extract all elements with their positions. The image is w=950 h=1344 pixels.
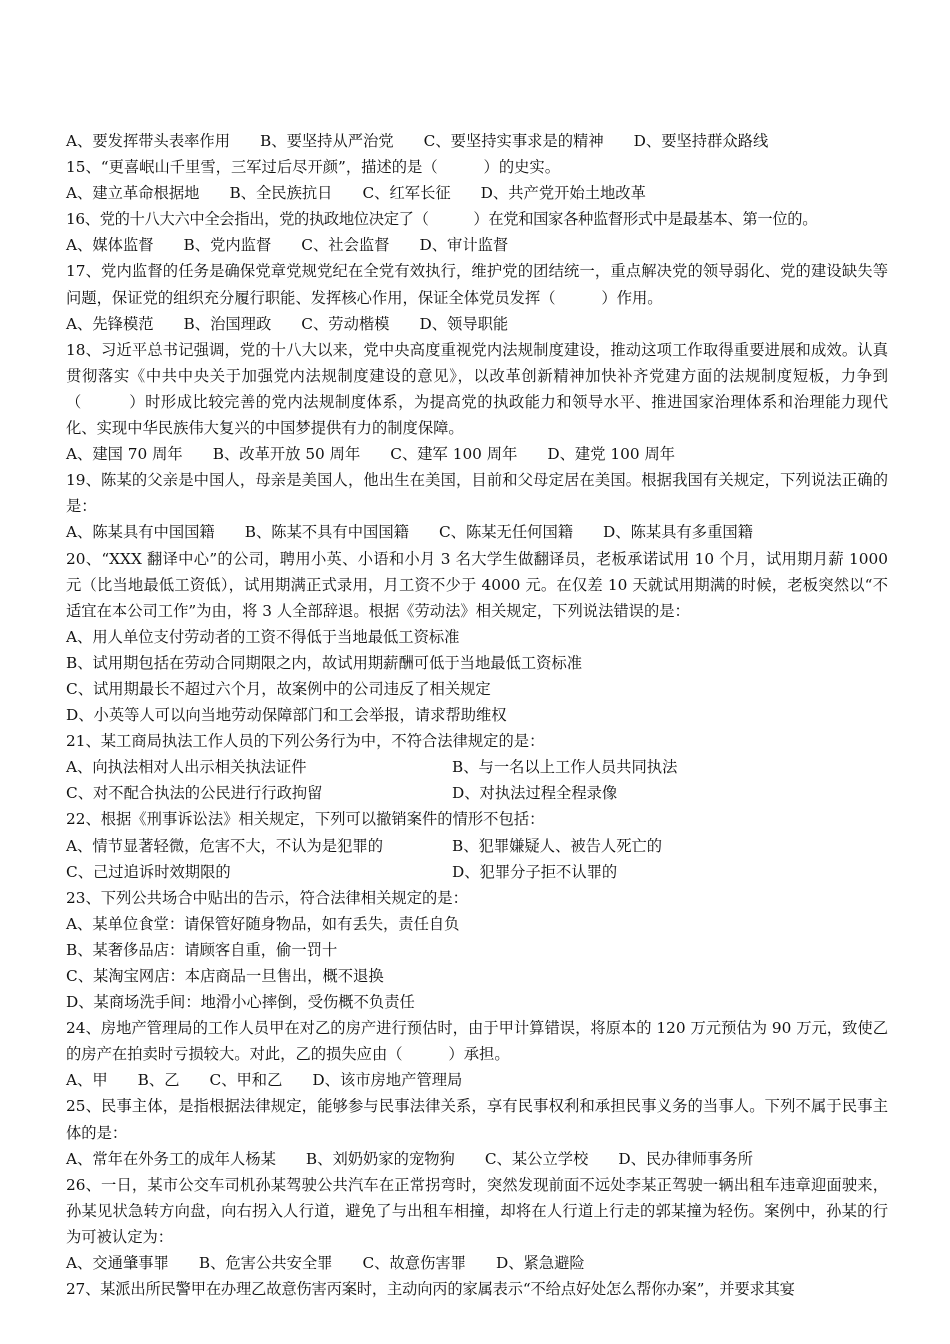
q26-option-c: C、故意伤害罪 [362, 1254, 466, 1273]
q22-options [66, 833, 888, 885]
q27-stem: 27、某派出所民警甲在办理乙故意伤害丙案时，主动向丙的家属表示“不给点好处怎么帮你办案”，并要求其宴 [66, 1280, 795, 1299]
q20-stem: 20、“XXX 翻译中心”的公司，聘用小英、小语和小月 3 名大学生做翻译员，老板承诺试用 10 个月，试用期月薪 1000 元（比当地最低工资低），试用期满正式录用，月工资不少于 4000 元。在仅差 10 天就试用期满的时候，老板突然以“不适宜在本公司工作”为由，将 3 人全部辞退。根据《劳动法》相关规定，下列说法错误的是： [66, 549, 888, 620]
q24-option-a: A、甲 [66, 1071, 108, 1090]
q14-options [66, 128, 888, 154]
q24-options [66, 1067, 888, 1093]
q23-option-b: B、某奢侈品店：请顾客自重，偷一罚十 [66, 940, 338, 959]
q20-options [66, 624, 888, 728]
q23-option-a: A、某单位食堂：请保管好随身物品，如有丢失，责任自负 [66, 914, 460, 933]
q19-options [66, 519, 888, 545]
q18-options [66, 441, 888, 467]
exam-page [66, 128, 888, 1302]
q18-option-a: A、建国 70 周年 [66, 445, 183, 464]
q16-option-d: D、审计监督 [419, 236, 509, 255]
q25-option-d: D、民办律师事务所 [618, 1149, 753, 1168]
q17-option-a: A、先锋模范 [66, 314, 154, 333]
q21-option-a: A、向执法相对人出示相关执法证件 [66, 758, 307, 777]
q24-option-b: B、乙 [137, 1071, 180, 1090]
q15-option-d: D、共产党开始土地改革 [480, 184, 646, 203]
q26-option-b: B、危害公共安全罪 [198, 1254, 333, 1273]
q18-option-b: B、改革开放 50 周年 [212, 445, 361, 464]
q17-option-c: C、劳动楷模 [301, 314, 390, 333]
q14-option-a: A、要发挥带头表率作用 [66, 132, 231, 150]
q21-option-d: D、对执法过程全程录像 [452, 784, 618, 803]
q19-option-a: A、陈某具有中国国籍 [66, 523, 215, 542]
q26-option-d: D、紧急避险 [495, 1254, 585, 1273]
q14-option-b: B、要坚持从严治党 [260, 132, 394, 150]
q20-option-a: A、用人单位支付劳动者的工资不得低于当地最低工资标准 [66, 627, 460, 646]
q22-option-c: C、己过追诉时效期限的 [66, 862, 231, 881]
q21-options [66, 754, 888, 806]
q17-options [66, 311, 888, 337]
q15-option-a: A、建立革命根据地 [66, 184, 200, 203]
q14-option-d: D、要坚持群众路线 [633, 132, 769, 150]
q24-option-c: C、甲和乙 [209, 1071, 283, 1090]
q20-option-b: B、试用期包括在劳动合同期限之内，故试用期薪酬可低于当地最低工资标准 [66, 653, 583, 672]
q19-option-b: B、陈某不具有中国国籍 [244, 523, 409, 542]
q25-option-c: C、某公立学校 [484, 1149, 589, 1168]
q19-stem: 19、陈某的父亲是中国人，母亲是美国人，他出生在美国，目前和父母定居在美国。根据我国有关规定，下列说法正确的是： [66, 471, 888, 516]
q15-option-b: B、全民族抗日 [229, 184, 333, 203]
q17-option-b: B、治国理政 [183, 314, 272, 333]
q22-option-d: D、犯罪分子拒不认罪的 [452, 862, 618, 881]
q22-option-b: B、犯罪嫌疑人、被告人死亡的 [452, 836, 663, 855]
q23-option-d: D、某商场洗手间：地滑小心摔倒，受伤概不负责任 [66, 993, 415, 1012]
q18-option-c: C、建军 100 周年 [390, 445, 518, 464]
q19-option-d: D、陈某具有多重国籍 [603, 523, 753, 542]
q17-stem: 17、党内监督的任务是确保党章党规党纪在全党有效执行，维护党的团结统一，重点解决党的领导弱化、党的建设缺失等问题，保证党的组织充分履行职能、发挥核心作用，保证全体党员发挥（ ）作用。 [66, 262, 888, 307]
q24-option-d: D、该市房地产管理局 [312, 1071, 463, 1090]
q16-options [66, 232, 888, 258]
q15-option-c: C、红军长征 [362, 184, 451, 203]
q15-stem: 15、“更喜岷山千里雪，三军过后尽开颜”，描述的是（ ）的史实。 [66, 158, 561, 177]
q25-stem: 25、民事主体，是指根据法律规定，能够参与民事法律关系，享有民事权利和承担民事义务的当事人。下列不属于民事主体的是： [66, 1097, 888, 1142]
q20-option-c: C、试用期最长不超过六个月，故案例中的公司违反了相关规定 [66, 679, 491, 698]
q16-option-a: A、媒体监督 [66, 236, 154, 255]
q16-option-c: C、社会监督 [301, 236, 390, 255]
q26-option-a: A、交通肇事罪 [66, 1254, 169, 1273]
q16-stem: 16、党的十八大六中全会指出，党的执政地位决定了（ ）在党和国家各种监督形式中是最基本、第一位的。 [66, 210, 818, 229]
q14-option-c: C、要坚持实事求是的精神 [423, 132, 604, 150]
q25-option-a: A、常年在外务工的成年人杨某 [66, 1149, 276, 1168]
q24-stem: 24、房地产管理局的工作人员甲在对乙的房产进行预估时，由于甲计算错误，将原本的 120 万元预估为 90 万元，致使乙的房产在拍卖时亏损较大。对此，乙的损失应由（ ）承担。 [66, 1019, 888, 1064]
q26-options [66, 1250, 888, 1276]
q21-option-c: C、对不配合执法的公民进行行政拘留 [66, 784, 323, 803]
q20-option-d: D、小英等人可以向当地劳动保障部门和工会举报，请求帮助维权 [66, 706, 507, 725]
q23-stem: 23、下列公共场合中贴出的告示，符合法律相关规定的是： [66, 888, 468, 907]
q23-option-c: C、某淘宝网店：本店商品一旦售出，概不退换 [66, 967, 384, 985]
q17-option-d: D、领导职能 [419, 314, 509, 333]
q15-options [66, 180, 888, 206]
q25-options [66, 1146, 888, 1172]
q22-option-a: A、情节显著轻微，危害不大，不认为是犯罪的 [66, 836, 383, 855]
q22-stem: 22、根据《刑事诉讼法》相关规定，下列可以撤销案件的情形不包括： [66, 810, 545, 829]
q19-option-c: C、陈某无任何国籍 [438, 523, 574, 542]
q26-stem: 26、一日，某市公交车司机孙某驾驶公共汽车在正常拐弯时，突然发现前面不远处李某正驾驶一辆出租车违章迎面驶来，孙某见状急转方向盘，向右拐入人行道，避免了与出租车相撞，却将在人行道上行走的郭某撞为轻伤。案例中，孙某的行为可被认定为： [66, 1175, 888, 1246]
q21-stem: 21、某工商局执法工作人员的下列公务行为中，不符合法律规定的是： [66, 732, 545, 751]
q16-option-b: B、党内监督 [183, 236, 272, 255]
q18-option-d: D、建党 100 周年 [547, 445, 676, 464]
q21-option-b: B、与一名以上工作人员共同执法 [452, 758, 678, 777]
q25-option-b: B、刘奶奶家的宠物狗 [305, 1149, 455, 1168]
q23-options [66, 911, 888, 1015]
q18-stem: 18、习近平总书记强调，党的十八大以来，党中央高度重视党内法规制度建设，推动这项工作取得重要进展和成效。认真贯彻落实《中共中央关于加强党内法规制度建设的意见》，以改革创新精神加快补齐党建方面的法规制度短板，力争到（ ）时形成比较完善的党内法规制度体系，为提高党的执政能力和领导水平、推进国家治理体系和治理能力现代化、实现中华民族伟大复兴的中国梦提供有力的制度保障。 [66, 340, 888, 438]
